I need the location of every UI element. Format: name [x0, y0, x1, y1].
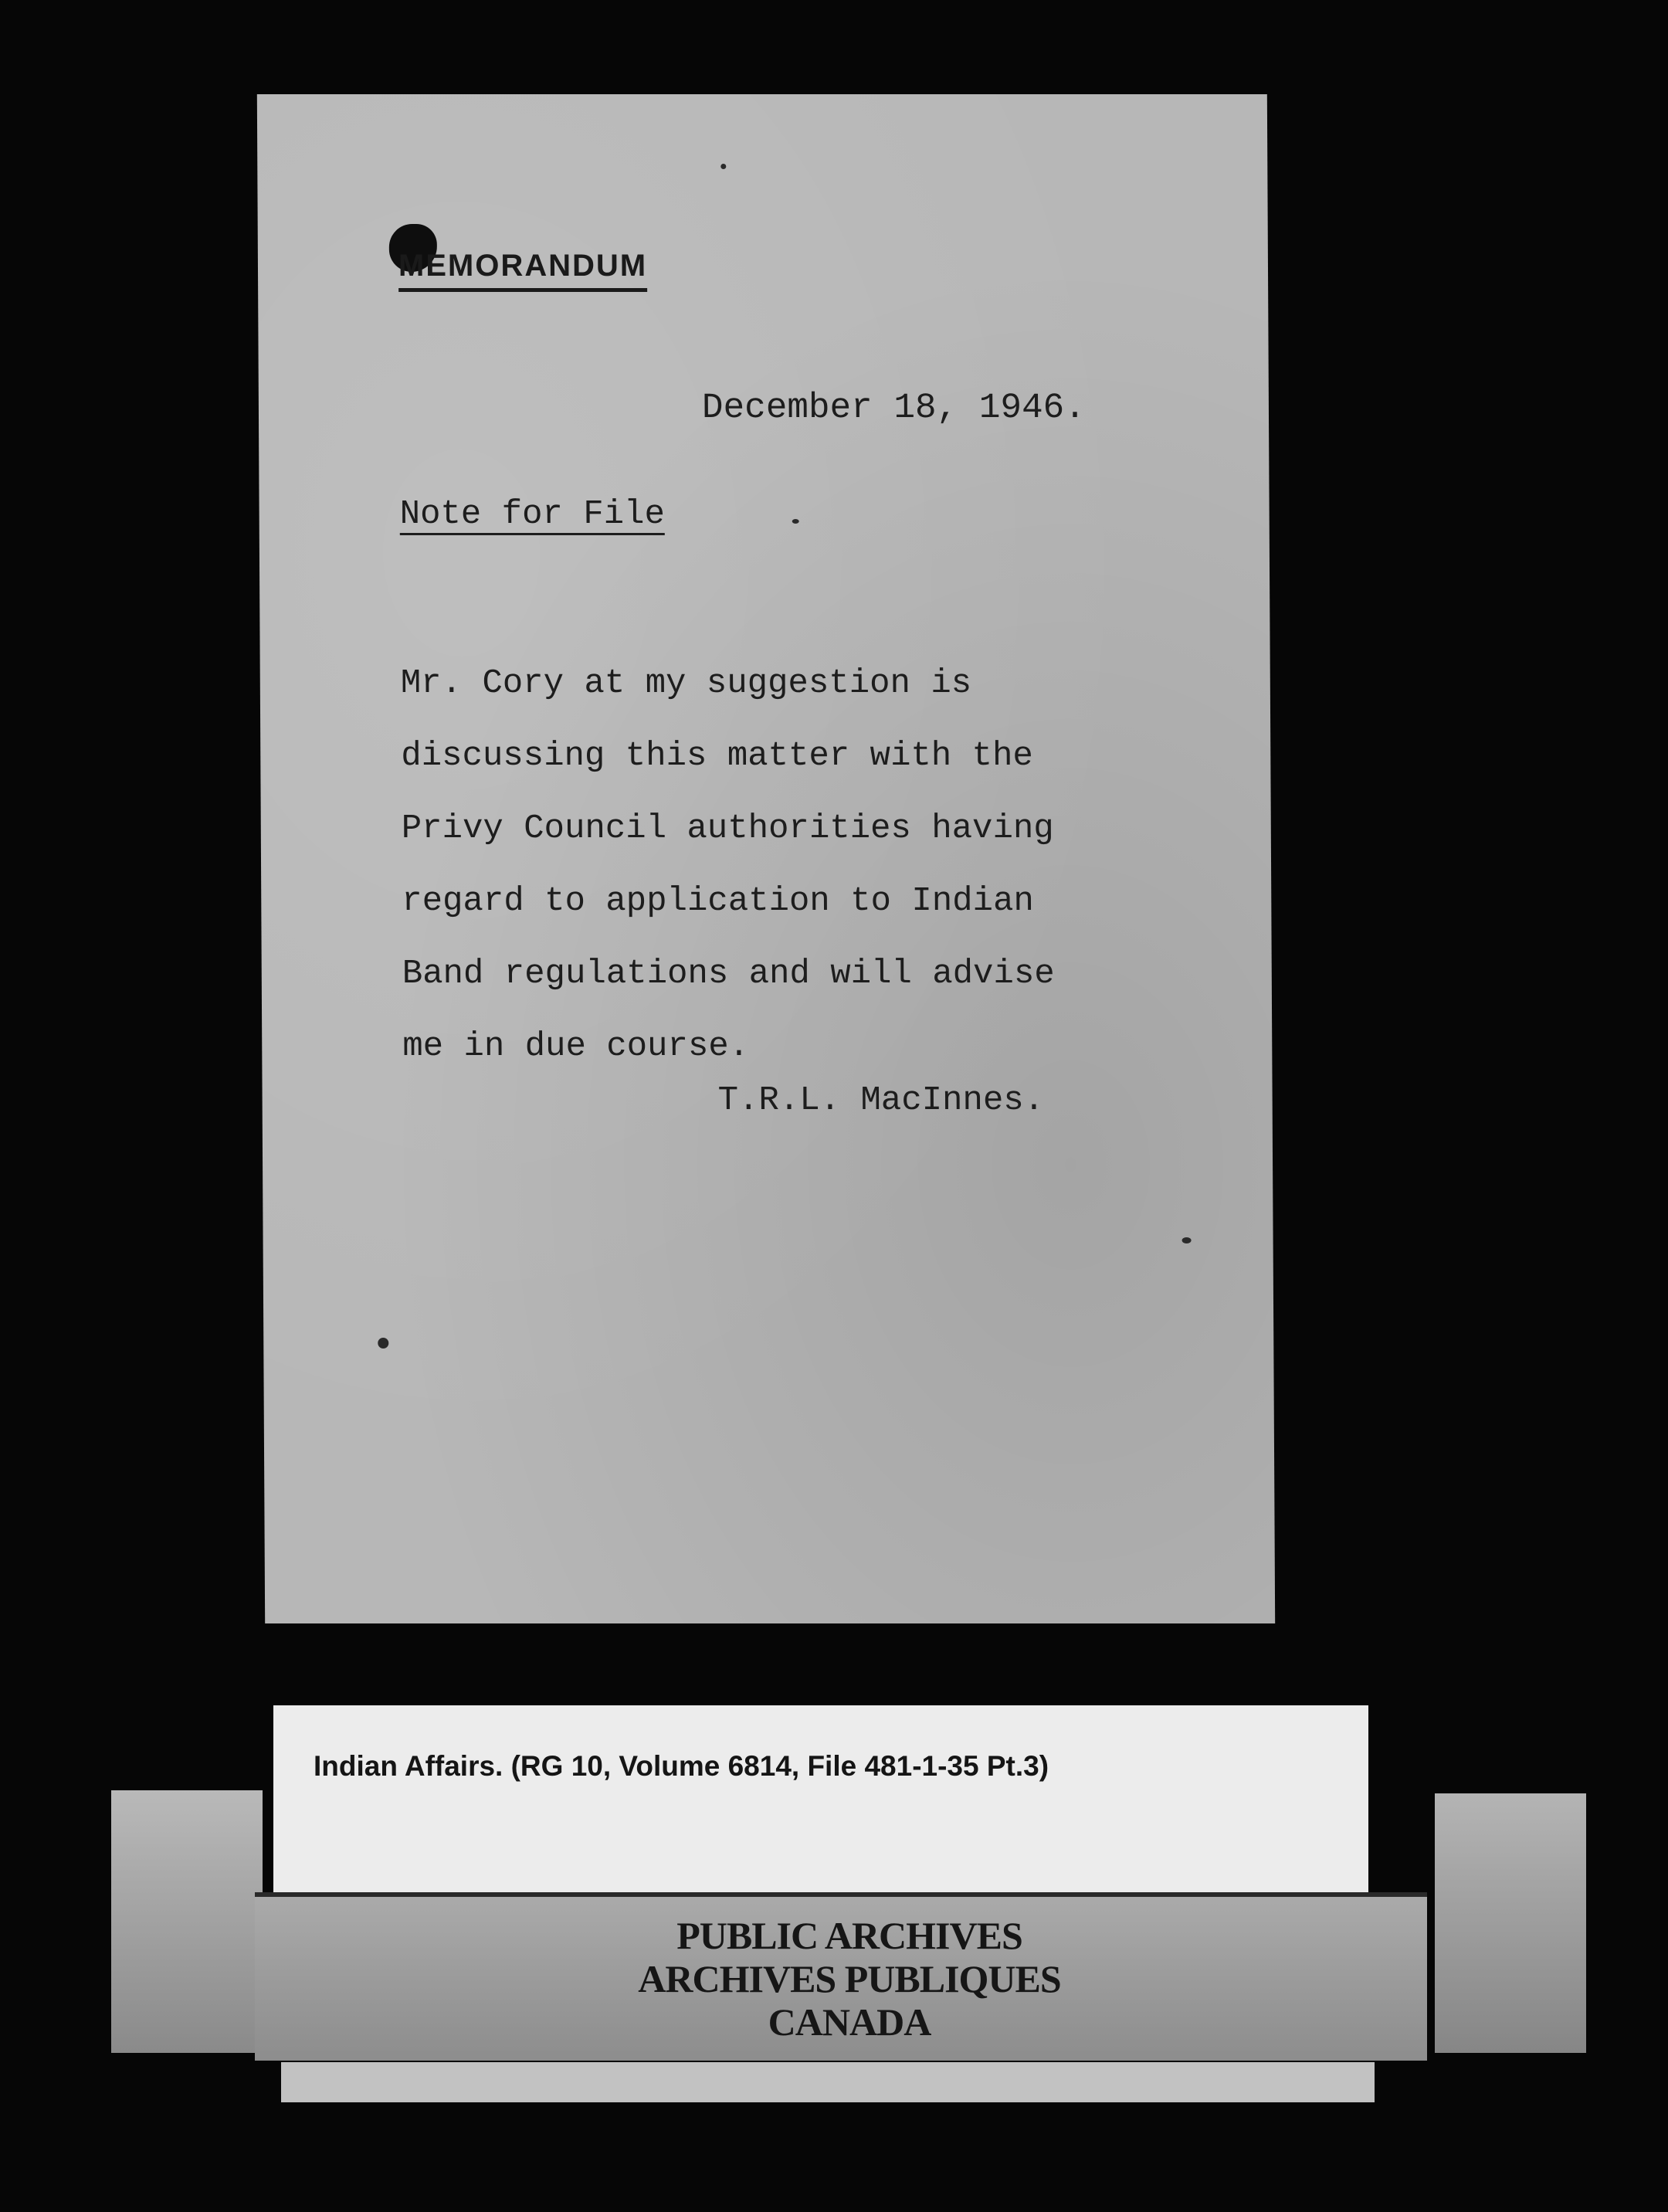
memo-sheet	[257, 94, 1275, 1623]
body-line: Band regulations and will advise	[402, 955, 1055, 993]
holder-bottom-strip	[281, 2062, 1375, 2102]
holder-left-clip	[111, 1790, 263, 2053]
body-line: Privy Council authorities having	[401, 809, 1054, 848]
paper-speck	[1182, 1237, 1192, 1243]
archive-reference: Indian Affairs. (RG 10, Volume 6814, File 481-1-35 Pt.3)	[314, 1750, 1049, 1782]
stamp-line-1: PUBLIC ARCHIVES	[676, 1914, 1022, 1957]
body-line: Mr. Cory at my suggestion is	[400, 664, 972, 703]
holder-right-clip	[1435, 1793, 1586, 2053]
archive-stamp	[541, 1914, 1158, 2044]
note-heading: Note for File	[400, 496, 666, 535]
paper-speck	[792, 519, 799, 524]
stamp-line-3: CANADA	[768, 2000, 931, 2044]
body-line: regard to application to Indian	[402, 882, 1034, 921]
archive-label-card	[273, 1705, 1368, 1898]
paper-speck	[720, 164, 726, 169]
signature: T.R.L. MacInnes.	[717, 1081, 1045, 1120]
body-line: discussing this matter with the	[401, 737, 1033, 775]
stamp-line-2: ARCHIVES PUBLIQUES	[638, 1957, 1061, 2000]
memo-date: December 18, 1946.	[701, 388, 1086, 428]
body-line: me in due course.	[402, 1027, 750, 1066]
paper-speck	[378, 1338, 388, 1349]
memo-header: MEMORANDUM	[398, 249, 647, 292]
